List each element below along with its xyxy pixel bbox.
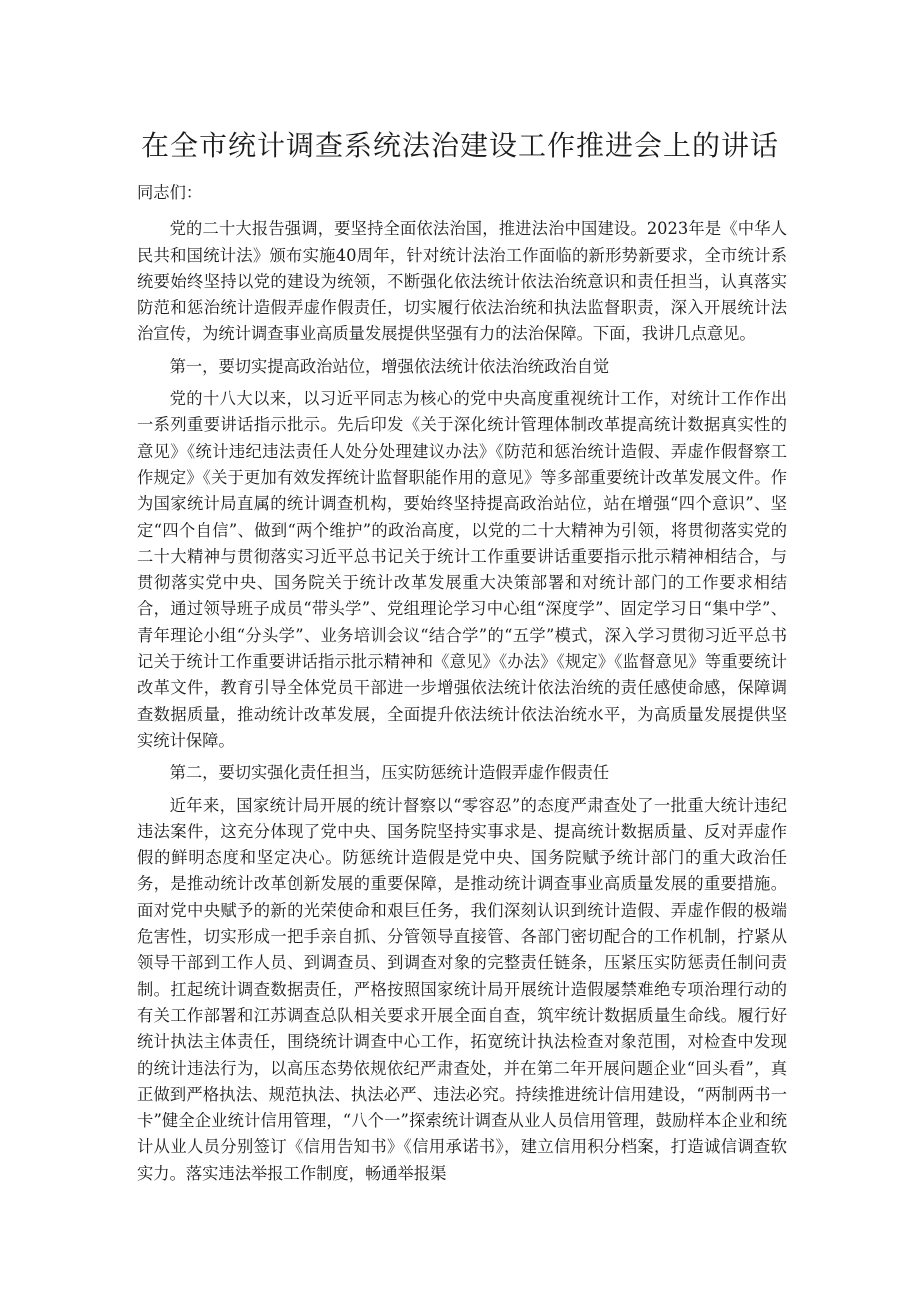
section-heading-1: 第一，要切实提高政治站位，增强依法统计依法治统政治自觉 bbox=[169, 356, 610, 376]
document-body bbox=[137, 180, 787, 1193]
paragraph-section-2: 近年来，国家统计局开展的统计督察以“零容忍”的态度严肃查处了一批重大统计违纪违法案件，这充分体现了党中央、国务院坚持实事求是、提高统计数据质量、反对弄虚作假的鲜明态度和坚定决心。防惩统计造假是党中央、国务院赋予统计部门的重大政治任务，是推动统计改革创新发展的重要保障，是推动统计调查事业高质量发展的重要措施。面对党中央赋予的新的光荣使命和艰巨任务，我们深刻认识到统计造假、弄虚作假的极端危害性，切实形成一把手亲自抓、分管领导直接管、各部门密切配合的工作机制，拧紧从领导干部到工作人员、到调查员、到调查对象的完整责任链条，压紧压实防惩责任制问责制。扛起统计调查数据责任，严格按照国家统计局开展统计造假屡禁难绝专项治理行动的有关工作部署和江苏调查总队相关要求开展全面自查，筑牢统计数据质量生命线。履行好统计执法主体责任，围绕统计调查中心工作，拓宽统计执法检查对象范围，对检查中发现的统计违法行为，以高压态势依规依纪严肃查处，并在第二年开展问题企业“回头看”，真正做到严格执法、规范执法、执法必严、违法必究。持续推进统计信用建设，“两制两书一卡”健全企业统计信用管理，“八个一”探索统计调查从业人员信用管理，鼓励样本企业和统计从业人员分别签订《信用告知书》《信用承诺书》，建立信用积分档案，打造诚信调查软实力。落实违法举报工作制度，畅通举报渠 bbox=[137, 795, 787, 1183]
paragraph-intro: 党的二十大报告强调，要坚持全面依法治国，推进法治中国建设。2023年是《中华人民共和国统计法》颁布实施40周年，针对统计法治工作面临的新形势新要求，全市统计系统要始终坚持以党的建设为统领，不断强化依法统计依法治统意识和责任担当，认真落实防范和惩治统计造假弄虚作假责任，切实履行依法治统和执法监督职责，深入开展统计法治宣传，为统计调查事业高质量发展提供坚强有力的法治保障。下面，我讲几点意见。 bbox=[137, 219, 787, 344]
salutation: 同志们： bbox=[137, 183, 203, 202]
paragraph-section-1: 党的十八大以来，以习近平同志为核心的党中央高度重视统计工作，对统计工作作出一系列重要讲话指示批示。先后印发《关于深化统计管理体制改革提高统计数据真实性的意见》《统计违纪违法责任人处分处理建议办法》《防范和惩治统计造假、弄虚作假督察工作规定》《关于更加有效发挥统计监督职能作用的意见》等多部重要统计改革发展文件。作为国家统计局直属的统计调查机构，要始终坚持提高政治站位，站在增强“四个意识”、坚定“四个自信”、做到“两个维护”的政治高度，以党的二十大精神为引领，将贯彻落实党的二十大精神与贯彻落实习近平总书记关于统计工作重要讲话重要指示批示精神相结合，与贯彻落实党中央、国务院关于统计改革发展重大决策部署和对统计部门的工作要求相结合，通过领导班子成员“带头学”、党组理论学习中心组“深度学”、固定学习日“集中学”、青年理论小组“分头学”、业务培训会议“结合学”的“五学”模式，深入学习贯彻习近平总书记关于统计工作重要讲话指示批示精神和《意见》《办法》《规定》《监督意见》等重要统计改革文件，教育引导全体党员干部进一步增强依法统计依法治统的责任感使命感，保障调查数据质量，推动统计改革发展，全面提升依法统计依法治统水平，为高质量发展提供坚实统计保障。 bbox=[137, 389, 787, 750]
section-heading-2: 第二，要切实强化责任担当，压实防惩统计造假弄虚作假责任 bbox=[169, 763, 610, 783]
document-title: 在全市统计调查系统法治建设工作推进会上的讲话 bbox=[140, 129, 779, 162]
